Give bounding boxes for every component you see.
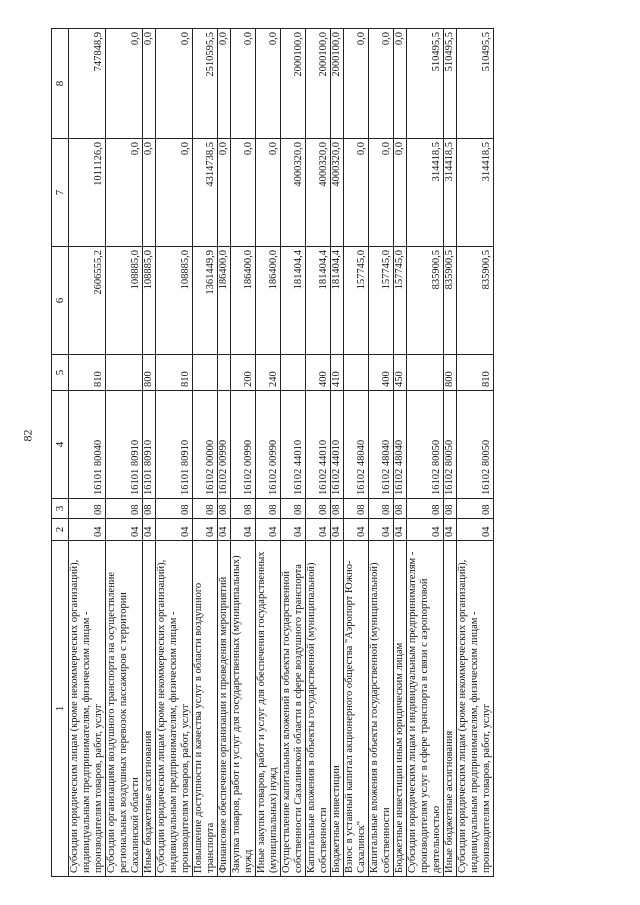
row-target-article: 16102 80050 xyxy=(407,391,444,499)
row-amount-col8: 2000100,0 xyxy=(331,29,344,139)
column-header: 8 xyxy=(52,29,69,139)
row-section: 04 xyxy=(344,519,369,541)
row-target-article: 16102 00990 xyxy=(256,391,281,499)
row-expense-type: 400 xyxy=(306,355,331,391)
row-target-article: 16101 80910 xyxy=(156,391,193,499)
row-name: Иные закупки товаров, работ и услуг для обеспечения государственных (муниципальных) нужд xyxy=(256,541,281,877)
row-name: Бюджетные инвестиции xyxy=(331,541,344,877)
row-expense-type: 450 xyxy=(394,355,407,391)
row-amount-col8: 510495,5 xyxy=(444,29,457,139)
row-name: Капитальные вложения в объекты государственной (муниципальной) собственности xyxy=(369,541,394,877)
row-amount-col6: 186400,0 xyxy=(218,247,231,355)
row-section: 04 xyxy=(106,519,143,541)
row-amount-col8: 0,0 xyxy=(156,29,193,139)
row-amount-col8: 0,0 xyxy=(218,29,231,139)
row-subsection: 08 xyxy=(218,499,231,519)
row-amount-col8: 0,0 xyxy=(394,29,407,139)
row-amount-col7: 0,0 xyxy=(143,139,156,247)
row-amount-col8: 510495,5 xyxy=(407,29,444,139)
row-amount-col6: 157745,0 xyxy=(344,247,369,355)
row-amount-col6: 181404,4 xyxy=(281,247,306,355)
table-row xyxy=(218,29,231,877)
row-section: 04 xyxy=(331,519,344,541)
row-amount-col8: 747848,9 xyxy=(69,29,106,139)
table-row xyxy=(457,29,494,877)
row-amount-col7: 314418,5 xyxy=(407,139,444,247)
row-amount-col7: 0,0 xyxy=(369,139,394,247)
row-expense-type xyxy=(193,355,218,391)
column-header: 3 xyxy=(52,499,69,519)
table-row xyxy=(231,29,256,877)
row-expense-type xyxy=(106,355,143,391)
row-name: Финансовое обеспечение организации и проведения мероприятий xyxy=(218,541,231,877)
row-name: Капитальные вложения в объекты государственной (муниципальной) собственности xyxy=(306,541,331,877)
row-subsection: 08 xyxy=(69,499,106,519)
row-expense-type xyxy=(281,355,306,391)
column-header: 1 xyxy=(52,541,69,877)
column-header: 5 xyxy=(52,355,69,391)
row-section: 04 xyxy=(407,519,444,541)
row-expense-type xyxy=(218,355,231,391)
row-section: 04 xyxy=(143,519,156,541)
table-row xyxy=(69,29,106,877)
row-subsection: 08 xyxy=(306,499,331,519)
row-subsection: 08 xyxy=(444,499,457,519)
row-expense-type xyxy=(407,355,444,391)
row-amount-col6: 835900,5 xyxy=(457,247,494,355)
row-section: 04 xyxy=(369,519,394,541)
table-row xyxy=(369,29,394,877)
row-name: Субсидии юридическим лицам (кроме некоммерческих организаций), индивидуальным предпринимателям, физическим лицам - производителям товаров, работ, услуг xyxy=(69,541,106,877)
row-name: Взнос в уставный капитал акционерного общества "Аэропорт Южно-Сахалинск" xyxy=(344,541,369,877)
row-target-article: 16101 80040 xyxy=(69,391,106,499)
row-target-article: 16102 44010 xyxy=(306,391,331,499)
table-row xyxy=(394,29,407,877)
row-target-article: 16101 80910 xyxy=(143,391,156,499)
row-subsection: 08 xyxy=(281,499,306,519)
row-expense-type: 200 xyxy=(231,355,256,391)
row-amount-col6: 835900,5 xyxy=(407,247,444,355)
table-row xyxy=(407,29,444,877)
page-number: 82 xyxy=(20,429,35,442)
row-expense-type xyxy=(344,355,369,391)
row-amount-col6: 181404,4 xyxy=(306,247,331,355)
row-amount-col7: 0,0 xyxy=(394,139,407,247)
row-expense-type: 800 xyxy=(444,355,457,391)
row-name: Субсидии юридическим лицам и индивидуальным предпринимателям - производителям услуг в сфере транспорта в связи с аэропортовой деятельностью xyxy=(407,541,444,877)
column-header: 7 xyxy=(52,139,69,247)
row-name: Осуществление капитальных вложений в объекты государственной собственности Сахалинской области в сфере воздушного транспорта xyxy=(281,541,306,877)
row-target-article: 16102 00990 xyxy=(231,391,256,499)
row-amount-col6: 108885,0 xyxy=(143,247,156,355)
row-section: 04 xyxy=(306,519,331,541)
table-row xyxy=(256,29,281,877)
row-amount-col7: 1011126,0 xyxy=(69,139,106,247)
row-amount-col7: 314418,5 xyxy=(457,139,494,247)
row-amount-col7: 4000320,0 xyxy=(331,139,344,247)
row-amount-col6: 181404,4 xyxy=(331,247,344,355)
row-name: Иные бюджетные ассигнования xyxy=(444,541,457,877)
row-subsection: 08 xyxy=(106,499,143,519)
row-amount-col8: 0,0 xyxy=(106,29,143,139)
row-amount-col8: 0,0 xyxy=(344,29,369,139)
row-section: 04 xyxy=(69,519,106,541)
row-section: 04 xyxy=(256,519,281,541)
row-target-article: 16102 00000 xyxy=(193,391,218,499)
row-section: 04 xyxy=(444,519,457,541)
row-amount-col7: 4000320,0 xyxy=(306,139,331,247)
row-name: Субсидии юридическим лицам (кроме некоммерческих организаций), индивидуальным предпринимателям, физическим лицам - производителям товаров, работ, услуг xyxy=(457,541,494,877)
row-name: Иные бюджетные ассигнования xyxy=(143,541,156,877)
row-target-article: 16102 48040 xyxy=(344,391,369,499)
row-amount-col8: 0,0 xyxy=(256,29,281,139)
column-header: 6 xyxy=(52,247,69,355)
row-expense-type: 810 xyxy=(457,355,494,391)
row-amount-col8: 2000100,0 xyxy=(281,29,306,139)
row-section: 04 xyxy=(281,519,306,541)
row-amount-col8: 2510595,5 xyxy=(193,29,218,139)
row-amount-col7: 0,0 xyxy=(256,139,281,247)
row-amount-col7: 0,0 xyxy=(231,139,256,247)
row-amount-col8: 0,0 xyxy=(143,29,156,139)
row-amount-col7: 0,0 xyxy=(106,139,143,247)
table-row xyxy=(444,29,457,877)
row-target-article: 16102 44010 xyxy=(281,391,306,499)
row-subsection: 08 xyxy=(344,499,369,519)
row-amount-col7: 0,0 xyxy=(218,139,231,247)
row-expense-type: 810 xyxy=(69,355,106,391)
row-amount-col6: 108885,0 xyxy=(156,247,193,355)
row-subsection: 08 xyxy=(256,499,281,519)
row-section: 04 xyxy=(394,519,407,541)
row-subsection: 08 xyxy=(457,499,494,519)
table-row xyxy=(344,29,369,877)
table-row xyxy=(193,29,218,877)
row-amount-col7: 0,0 xyxy=(156,139,193,247)
row-target-article: 16101 80910 xyxy=(106,391,143,499)
row-expense-type: 410 xyxy=(331,355,344,391)
row-amount-col7: 314418,5 xyxy=(444,139,457,247)
row-amount-col8: 2000100,0 xyxy=(306,29,331,139)
row-amount-col6: 1361449,9 xyxy=(193,247,218,355)
header-row xyxy=(52,29,69,877)
row-amount-col8: 510495,5 xyxy=(457,29,494,139)
row-expense-type: 800 xyxy=(143,355,156,391)
row-expense-type: 240 xyxy=(256,355,281,391)
row-subsection: 08 xyxy=(156,499,193,519)
table-row xyxy=(331,29,344,877)
row-name: Субсидии организациям воздушного транспорта на осуществление региональных воздушных перевозок пассажиров с территории Сахалинской области xyxy=(106,541,143,877)
column-header: 4 xyxy=(52,391,69,499)
row-subsection: 08 xyxy=(231,499,256,519)
column-header: 2 xyxy=(52,519,69,541)
row-target-article: 16102 80050 xyxy=(457,391,494,499)
row-subsection: 08 xyxy=(394,499,407,519)
row-target-article: 16102 00990 xyxy=(218,391,231,499)
table-row xyxy=(156,29,193,877)
row-subsection: 08 xyxy=(143,499,156,519)
row-subsection: 08 xyxy=(369,499,394,519)
row-name: Повышение доступности и качества услуг в области воздушного транспорта xyxy=(193,541,218,877)
row-amount-col6: 835900,5 xyxy=(444,247,457,355)
row-name: Субсидии юридическим лицам (кроме некоммерческих организаций), индивидуальным предпринимателям, физическим лицам - производителям товаров, работ, услуг xyxy=(156,541,193,877)
row-target-article: 16102 80050 xyxy=(444,391,457,499)
row-amount-col6: 157745,0 xyxy=(369,247,394,355)
row-section: 04 xyxy=(218,519,231,541)
row-amount-col8: 0,0 xyxy=(231,29,256,139)
row-target-article: 16102 48040 xyxy=(369,391,394,499)
row-subsection: 08 xyxy=(407,499,444,519)
row-amount-col7: 0,0 xyxy=(344,139,369,247)
table-row xyxy=(281,29,306,877)
row-amount-col6: 108885,0 xyxy=(106,247,143,355)
row-amount-col6: 186400,0 xyxy=(231,247,256,355)
row-target-article: 16102 48040 xyxy=(394,391,407,499)
row-amount-col6: 157745,0 xyxy=(394,247,407,355)
row-section: 04 xyxy=(231,519,256,541)
row-expense-type: 400 xyxy=(369,355,394,391)
table-row xyxy=(106,29,143,877)
rotated-budget-table-wrapper xyxy=(51,29,603,877)
row-amount-col7: 4000320,0 xyxy=(281,139,306,247)
row-section: 04 xyxy=(193,519,218,541)
table-row xyxy=(306,29,331,877)
row-subsection: 08 xyxy=(193,499,218,519)
row-expense-type: 810 xyxy=(156,355,193,391)
row-section: 04 xyxy=(457,519,494,541)
row-amount-col6: 186400,0 xyxy=(256,247,281,355)
budget-table xyxy=(51,28,494,877)
row-name: Закупка товаров, работ и услуг для государственных (муниципальных) нужд xyxy=(231,541,256,877)
row-subsection: 08 xyxy=(331,499,344,519)
table-row xyxy=(143,29,156,877)
row-target-article: 16102 44010 xyxy=(331,391,344,499)
row-amount-col7: 4314738,5 xyxy=(193,139,218,247)
row-amount-col8: 0,0 xyxy=(369,29,394,139)
row-name: Бюджетные инвестиции иным юридическим лицам xyxy=(394,541,407,877)
row-section: 04 xyxy=(156,519,193,541)
row-amount-col6: 2606555,2 xyxy=(69,247,106,355)
